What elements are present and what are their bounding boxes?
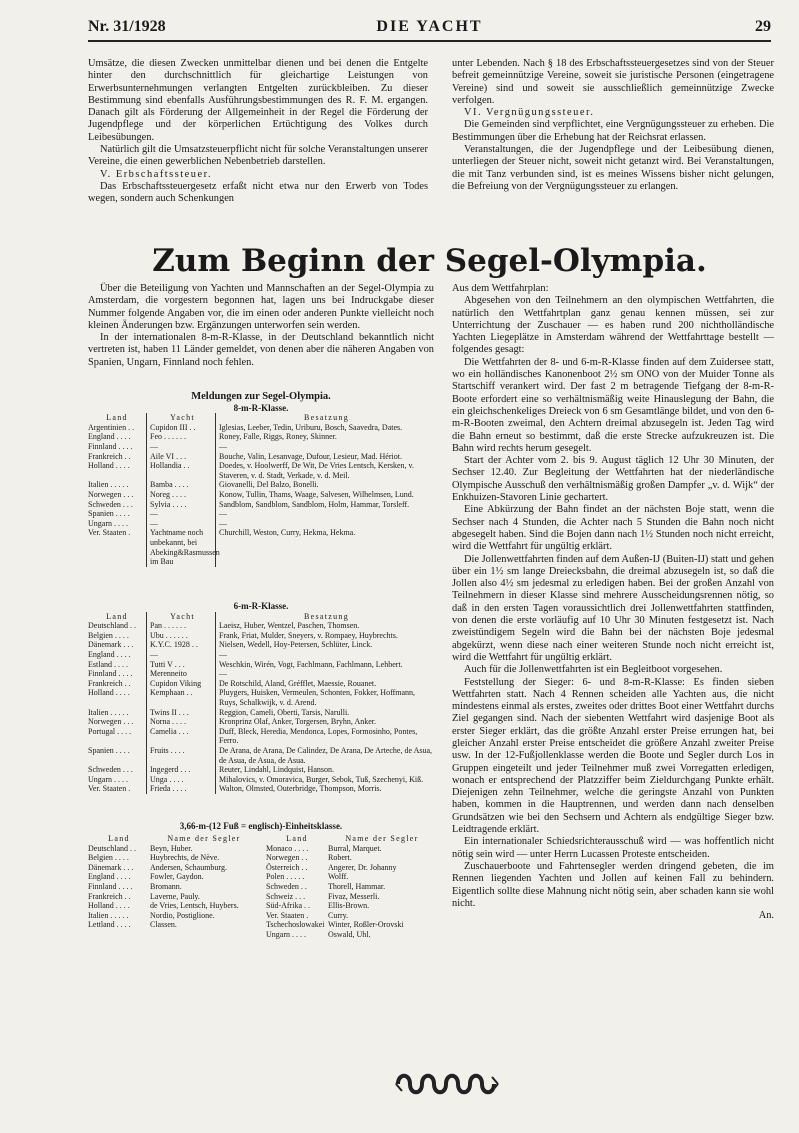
table-cell: Norwegen . . . [88,489,134,499]
intro-column [88,283,434,369]
table-header-row [266,834,436,844]
column-header: Land [106,611,128,621]
column-header: Land [286,834,308,843]
table-row [88,717,434,727]
column-header: Name der Segler [167,834,241,843]
table-row [266,844,436,854]
table-cell: Bamba . . . . [146,480,215,490]
table-cell: Argentinien . . [88,422,135,432]
table-row [88,640,434,650]
page-number: 29 [755,18,771,35]
table-row [266,901,436,911]
table-cell: Belgien . . . . [88,853,129,863]
paragraph: Start der Achter vom 2. bis 9. August täglich 12 Uhr 30 Minuten, der Sechser 12.40. Zur Begleitung der Wettfahrten hat der niederländische Olympische Ausschuß den verhältnismäßig großen Dampfer „v. d. Wijk“ der Enkhuizen-Stavoren Linie gechartert. [452,455,774,504]
table-cell: Holland . . . . [88,901,130,911]
table-cell: Twins II . . . [146,708,215,718]
table-half-right [266,834,436,940]
paragraph: Eine Abkürzung der Bahn findet an der nächsten Boje statt, wenn die Sechser nach 4 Stunden, die Achter nach 5 Stunden die Bahn noch nicht abgesegelt haben. Sind die Bojen dann nach 1½ Stunden noch nicht erreicht, wird die Wettfahrt für ungültig erklärt. [452,504,774,553]
magazine-title: DIE YACHT [376,18,483,35]
table-cell: Duff, Bleck, Heredia, Mendonca, Lopes, Formosinho, Pontes, Ferro. [215,727,434,746]
table-row [266,920,436,930]
table-row [88,528,434,566]
table-cell: Yachtname noch unbekannt, bei Abeking&Rasmussen im Bau [146,528,215,566]
table-row [88,490,434,500]
table-row [88,452,434,462]
table-cell: Spanien . . . . [88,745,130,755]
table-cell: Mihalovics, v. Omoravica, Burger, Sebok, Tuß, Szechenyi, Kiß. [215,775,434,785]
table-cell: Robert. [328,853,352,863]
table-row [266,882,436,892]
main-right-column [452,283,774,922]
table-cell: Hollandia . . [146,461,215,480]
table-row [88,500,434,510]
table-cell: Sylvia . . . . [146,500,215,510]
table-half-left [88,834,258,930]
paragraph: Die Wettfahrten der 8- und 6-m-R-Klasse finden auf dem Zuidersee statt, wo ein holländisches Kanonenboot 2½ sm ONO von der Muider Tonne als Startschiff verankert wird. Der fast 2 m betragende Tiefgang der 8-m-R-Boote erfordert eine so verhältnismäßig weite Hinauslegung der Bahn, die ein gleichschenkeliges Dreieck von 6 sm Gesamtlänge bildet, und von den 6-m-R-Booten zweimal, den Achtern dreimal abzusegeln ist. Jeden Tag wird die Bahn erneut so bestimmt, daß die erste Strecke aufzukreuzen ist. Die Bahn wird rechts herum gesegelt. [452,356,774,454]
table-cell: Thorell, Hammar. [328,881,386,891]
paragraph: unter Lebenden. Nach § 18 des Erbschaftssteuergesetzes sind von der Steuer befreit gemeinnützige Vereine, soweit sie juristische Personen (eingetragene Vereine) sind und soweit sie ausschließlich gemeinnützige Zwecke verfolgen. [452,58,774,106]
table-cell: Italien . . . . . [88,480,129,490]
class-title: 3,66-m-(12 Fuß = englisch)-Einheitsklasse. [179,821,343,831]
table-cell: Bromann. [150,881,182,891]
paragraph: Umsätze, die diesen Zwecken unmittelbar dienen und bei denen die Entgelte hinter den durchschnittlich für gleichartige Leistungen von Erwerbsunternehmungen verlangten Entgelten zurückbleiben. Zu dieser Bestimmung sind ebenfalls Ausführungsbestimmungen des R. F. M. ergangen. Danach gilt als Förderung der Allgemeinheit in der Regel die Förderung der Jugendpflege und der körperlichen Ertüchtigung des Volkes durch Leibesübungen. [88,58,428,143]
table-cell: Frankreich . . [88,678,131,688]
paragraph: In der internationalen 8-m-R-Klasse, in der Deutschland bekanntlich nicht vertreten ist, haben 11 Länder gemeldet, von denen aber die näheren Angaben von Spanien, Ungarn, Finnland noch fehlen. [88,332,434,368]
table-cell: Österreich . . [266,862,308,872]
class-title: 6-m-R-Klasse. [233,601,289,611]
table-cell: Laverne, Pauly. [150,891,200,901]
table-cell: Angerer, Dr. Johanny [328,862,397,872]
table-header-row [88,612,434,622]
table-cell: Ubu . . . . . . [146,631,215,641]
paragraph: Auch für die Jollenwettfahrten ist ein Begleitboot vorgesehen. [464,664,723,676]
table-cell: Ungarn . . . . [266,929,306,939]
table-row [88,901,258,911]
table-cell: de Vries, Lentsch, Huybers. [150,901,239,911]
table-row [266,863,436,873]
table-row [266,930,436,940]
table-cell: Reuter, Lindahl, Lindquist, Hanson. [215,765,434,775]
table-row [88,765,434,775]
table-cell: Norwegen . . [266,853,308,863]
table-cell: Aile VI . . . [146,452,215,462]
table-cell: — [146,650,215,660]
table-cell: — [215,519,434,529]
paragraph: Abgesehen von den Teilnehmern an den olympischen Wettfahrten, die natürlich den Wettfahrtplan ganz genau kennen müssen, sei zur Unterrichtung der Zuschauer — es haben rund 200 nichtholländische Yachten Liegeplätze in Amsterdam während der Wettfahrttage bestellt — folgendes gesagt: [452,295,774,356]
table-row [266,872,436,882]
table-row [88,853,258,863]
table-cell: Beyn, Huber. [150,843,193,853]
ornament-icon [392,1067,502,1101]
table-row [88,631,434,641]
table-cell: England . . . . [88,872,131,882]
table-cell: Curry. [328,910,349,920]
column-header: Name der Segler [345,834,419,843]
table-row [88,679,434,689]
column-header: Yacht [146,413,215,423]
table-cell: — [146,509,215,519]
column-header: Yacht [146,612,215,622]
column-header: Land [108,834,130,843]
table-row [88,432,434,442]
table-cell: Portugal . . . . [88,726,132,736]
table-cell: Frankreich . . [88,451,131,461]
table-row [88,892,258,902]
table-cell: Monaco . . . . [266,843,309,853]
table-title: Meldungen zur Segel-Olympia. [191,391,331,402]
table-row [88,423,434,433]
table-cell: Giovanelli, Del Balzo, Bonelli. [215,480,434,490]
table-cell: England . . . . [88,649,131,659]
table-cell: Iglesias, Leeber, Tedin, Uriburu, Bosch, Saavedra, Dates. [215,423,434,433]
table-cell: Ungarn . . . . [88,518,128,528]
table-cell: Laeisz, Huber, Wentzel, Paschen, Thomsen. [215,621,434,631]
table-row [88,660,434,670]
paragraph: Ein internationaler Schiedsrichterausschuß wird — was hoffentlich nicht nötig sein wird — unter Herrn Lucassen Proteste entscheiden. [452,836,774,860]
table-cell: Ungarn . . . . [88,774,128,784]
issue-number: Nr. 31/1928 [88,18,166,35]
table-cell: Holland . . . . [88,461,130,471]
paragraph: Zuschauerboote und Fahrtensegler werden dringend gebeten, die im Rennen liegenden Yachten und Jollen auf keinen Fall zu behindern. Eigentlich sollte diese Mahnung nicht nötig sein, aber schaden kann sie wohl nicht. [452,860,774,909]
table-cell: Classen. [150,920,177,930]
table-cell: De Rotschild, Aland, Gréfflet, Maessie, Rouanet. [215,679,434,689]
table-cell: Schweden . . [266,881,307,891]
table-cell: K.Y.C. 1928 . . [146,640,215,650]
table-cell: De Arana, de Arana, De Calindez, De Arana, De Arteche, de Asua, de Asua, de Asua, de Asua. [215,746,434,765]
section-heading: V. Erbschaftssteuer. [100,168,213,180]
table-cell: Feo . . . . . . [146,432,215,442]
table-row [88,650,434,660]
table-row [266,853,436,863]
column-header: Land [106,413,128,423]
paragraph: Die Jollenwettfahrten finden auf dem Außen-IJ (Buiten-IJ) statt und gehen über ein 1½ sm lange Dreiecksbahn, die dreimal abzusegeln ist, so daß die Jollen also 4½ sm jedesmal zu erledigen haben. Bei der großen Anzahl von Teilnehmern in dieser Klasse sind mehrere Ausscheidungsrennen nötig, so daß in den ersten Tagen voraussichtlich drei Jollenwettfahrten stattfinden, von denen die erste vorläufig auf 10 Uhr 30 Minuten festgesetzt ist. Nach zweistündigem Segeln wird die Bahn bei der nächsten Boje jedesmal abgekürzt, wenn diese nach einer weiteren Stunde noch nicht erreicht ist, wird die Wettfahrt für ungültig erklärt. [452,553,774,663]
table-cell: Reggion, Cameli, Oberti, Tarsis, Narulli. [215,708,434,718]
table-cell: England . . . . [88,432,131,442]
table-cell: Cupidon Viking [146,679,215,689]
table-cell: Walton, Olmsted, Outerbridge, Thompson, Morris. [215,784,434,794]
paragraph: Die Gemeinden sind verpflichtet, eine Vergnügungssteuer zu erheben. Die Bestimmungen über die Erhebung hat der Reichsrat erlassen. [452,119,774,143]
paragraph: Feststellung der Sieger: 6- und 8-m-R-Klasse: Es finden sieben Wettfahrten statt. Nach 4 Rennen scheiden alle Yachten aus, die nicht mindestens einmal als erstes, zweites oder drittes Boot einer Wettfahrt durchs Ziel gegangen sind. Nach der siebenten Wettfahrt wird dasjenige Boot als erster Sieger erklärt, das die größte Anzahl erster Preise errungen hat, bei gleicher Anzahl erster Preise entscheidet die größere Anzahl zweiter Preise usw. In der 12-Fußjollenklasse werden die Boote und Segler durch Los in Gruppen eingeteilt und jeder Teilnehmer muß zwei Vorregatten erledigen, wonach er entsprechend der Platzziffer beim Zieldurchgang Punkte erhält. Diejenigen zehn Teilnehmer, welche die geringste Anzahl von Punkten haben, kommen in die Hauptrennen, und werden dann nach denselben Grundsätzen wie bei den Sechsern und Achtern als endgültige Sieger bzw. Leidtragende erklärt. [452,676,774,836]
table-cell: Deutschland . . [88,843,136,853]
table-cell: — [146,519,215,529]
table-cell: Italien . . . . . [88,707,129,717]
table-row [266,911,436,921]
table-header-row [88,834,258,844]
page-header [88,14,771,38]
paragraph: Das Erbschaftssteuergesetz erfaßt nicht etwa nur den Erwerb von Todes wegen, sondern auch Schenkungen [88,180,428,205]
table-cell: Noreg . . . . [146,490,215,500]
table-cell: Winter, Roßler-Orovski [328,920,404,930]
table-cell: Nielsen, Wedell, Hoy-Petersen, Schlüter, Linck. [215,640,434,650]
table-cell: Huybrechts, de Nève. [150,853,220,863]
table-row [88,746,434,765]
table-row [88,480,434,490]
class-title: 8-m-R-Klasse. [233,402,289,413]
table-cell: Finnland . . . . [88,881,133,891]
table-cell: Merenneito [146,669,215,679]
table-row [88,509,434,519]
table-cell: Andersen, Schaumburg. [150,862,227,872]
table-cell: Wolff. [328,872,349,882]
table-cell: Churchill, Weston, Curry, Hekma, Hekma. [215,528,434,566]
table-row [88,882,258,892]
table-cell: — [146,442,215,452]
top-right-column [452,58,774,193]
table-header-row [88,413,434,423]
table-row [88,844,258,854]
table-row [88,727,434,746]
table-cell: Finnland . . . . [88,441,133,451]
table-cell: Kemphaan . . [146,688,215,707]
table-cell: Dänemark . . . [88,640,134,650]
table-row [88,920,258,930]
table-cell: Schweden . . . [88,499,133,509]
table-cell: Ingegerd . . . [146,765,215,775]
table-cell: — [215,650,434,660]
table-cell: — [215,509,434,519]
table-cell: Burral, Marquet. [328,843,382,853]
table-cell: Deutschland . . [88,621,136,631]
table-cell: Bouche, Valin, Lesanvage, Dufour, Lesieur, Mad. Hériot. [215,452,434,462]
table-row [88,775,434,785]
table-row [88,863,258,873]
table-cell: Belgien . . . . [88,630,129,640]
table-cell: Tutti V . . . [146,660,215,670]
table-row [88,784,434,794]
table-row [88,688,434,707]
table-cell: Ver. Staaten . [266,910,309,920]
table-cell: Schweiz . . . [266,891,306,901]
table-cell: Konow, Tullin, Thams, Waage, Salvesen, Wilhelmsen, Lund. [215,490,434,500]
table-cell: Doedes, v. Hoolwerff, De Wit, De Vries Lentsch, Kersken, v. Staveren, v. d. Stadt, Verkade, v. d. Meil. [215,461,434,480]
table-cell: Nordio, Postiglione. [150,910,215,920]
column-header: Besatzung [215,612,434,622]
table-cell: Frank, Friat, Mulder, Sneyers, v. Rompaey, Huybrechts. [215,631,434,641]
table-row [88,872,258,882]
article-title: Zum Beginn der Segel-Olympia. [152,243,707,279]
table-cell: Norwegen . . . [88,717,134,727]
paragraph: Aus dem Wettfahrplan: [452,283,549,294]
table-cell: Cupidon III . . [146,423,215,433]
table-cell: Fruits . . . . [146,746,215,765]
table-cell: — [215,442,434,452]
table-row [88,621,434,631]
table-cell: Pan . . . . . . [146,621,215,631]
table-cell: Fivaz, Messerli. [328,891,380,901]
table-cell: Sandblom, Sandblom, Sandblom, Holm, Hammar, Torsleff. [215,500,434,510]
table-cell: Ver. Staaten . [88,528,131,538]
table-cell: Ver. Staaten . [88,784,131,794]
table-cell: Italien . . . . . [88,910,129,920]
table-cell: Tschechoslowakei [266,920,325,930]
table-row [88,911,258,921]
table-cell: Weschkin, Wirén, Vogt, Fachlmann, Fachlmann, Lehbert. [215,660,434,670]
table-cell: Polen . . . . . [266,872,305,882]
table-row [88,669,434,679]
table-row [88,461,434,480]
table-cell: Spanien . . . . [88,509,130,519]
table-row [266,892,436,902]
table-cell: Roney, Falle, Riggs, Roney, Skinner. [215,432,434,442]
table-cell: Pluygers, Huisken, Vermeulen, Schonten, Fokker, Hoffmann, Ruys, Schalkwijk, v. d. Arend. [215,688,434,707]
table-cell: Estland . . . . [88,659,128,669]
paragraph: Veranstaltungen, die der Jugendpflege und der Leibesübung dienen, unterliegen der Steuer nicht, soweit nicht getanzt wird. Bei Veranstaltungen, die mit Tanz verbunden sind, ist es meines Wissens bisher nicht gelungen, die Befreiung von der Vergnügungssteuer zu erlangen. [452,144,774,192]
table-cell: Süd-Afrika . . [266,901,310,911]
table-cell: — [215,669,434,679]
table-cell: Unga . . . . [146,775,215,785]
table-cell: Fowler, Gaydon. [150,872,204,882]
table-cell: Frankreich . . [88,891,131,901]
table-cell: Kronprinz Olaf, Anker, Torgersen, Bryhn, Anker. [215,717,434,727]
table-cell: Oswald, Uhl. [328,929,371,939]
table-cell: Dänemark . . . [88,862,134,872]
table-cell: Norna . . . . [146,717,215,727]
author-signature: An. [758,910,774,922]
paragraph: Über die Beteiligung von Yachten und Mannschaften an der Segel-Olympia zu Amsterdam, die vorgestern begonnen hat, lagen uns bei Indruckgabe dieser Nummer folgende Angaben vor, die im einen oder anderen Punkte vielleicht noch kleinen Änderungen bzw. Ergänzungen unterworfen sein werden. [88,283,434,331]
table-12ft-class [88,821,434,939]
table-cell: Finnland . . . . [88,669,133,679]
header-rule [88,40,771,42]
column-header: Besatzung [215,413,434,423]
table-row [88,442,434,452]
paragraph: Natürlich gilt die Umsatzsteuerpflicht nicht für solche Veranstaltungen unserer Vereine, die einen gewerblichen Nebenbetrieb darstellen. [88,144,428,168]
table-cell: Schweden . . . [88,765,133,775]
section-heading: VI. Vergnügungssteuer. [464,107,595,119]
table-8m-class [88,392,434,567]
table-cell: Ellis-Brown. [328,901,370,911]
top-left-column [88,58,428,206]
table-cell: Lettland . . . . [88,920,131,930]
table-cell: Frieda . . . . [146,784,215,794]
table-cell: Camelia . . . [146,727,215,746]
table-cell: Holland . . . . [88,688,130,698]
table-row [88,519,434,529]
table-6m-class [88,602,434,794]
table-row [88,708,434,718]
